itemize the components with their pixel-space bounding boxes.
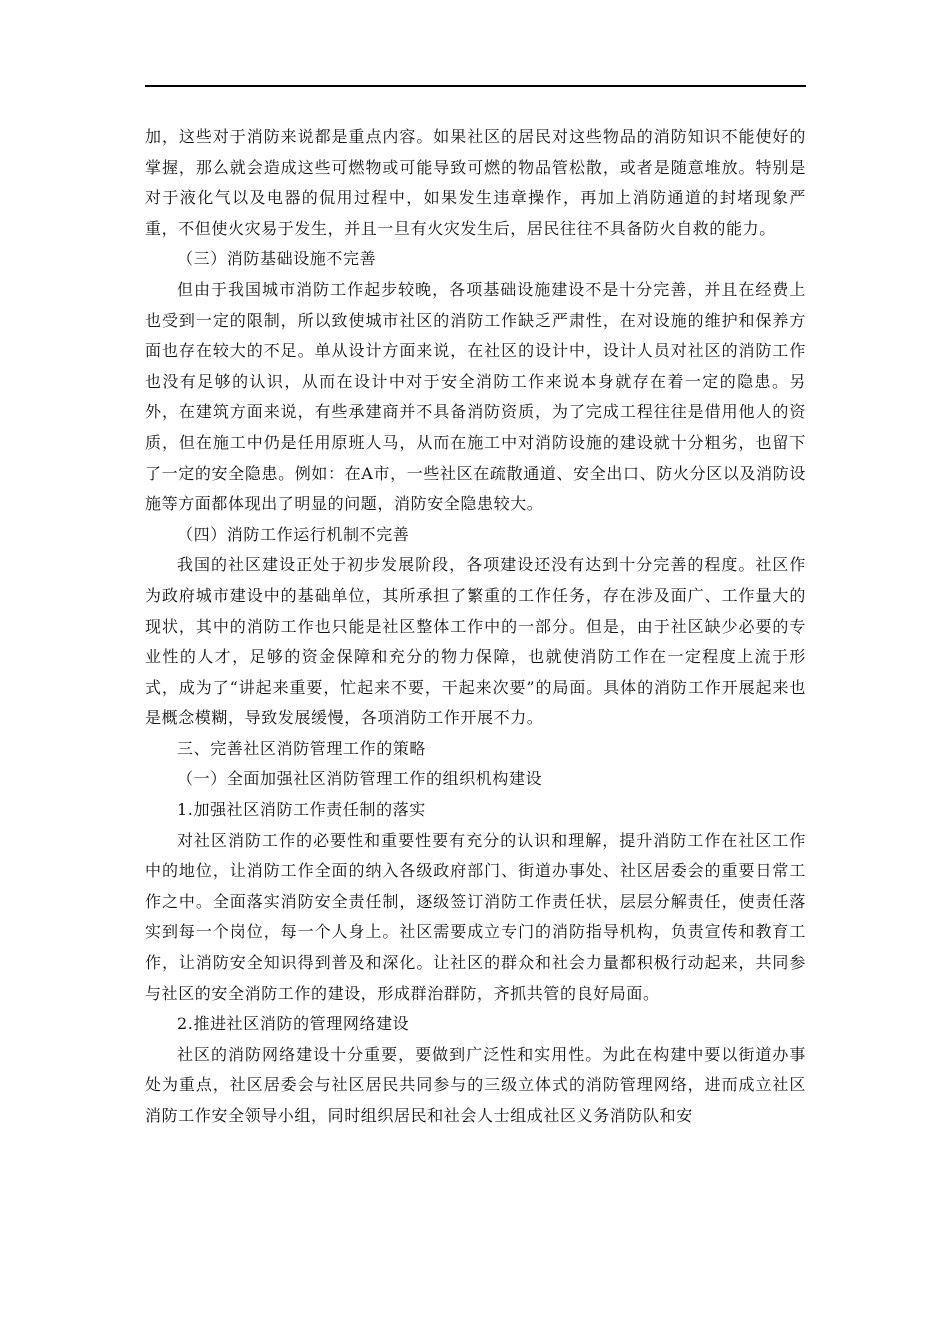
paragraph-responsibility: 对社区消防工作的必要性和重要性要有充分的认识和理解，提升消防工作在社区工作中的地位，让消防工作全面的纳入各级政府部门、街道办事处、社区居委会的重要日常工作之中。全面落实消防安全责任制，逐级签订消防工作责任状，层层分解责任，使责任落实到每一个岗位，每一个人身上。社区需要成立专门的消防指导机构，负责宣传和教育工作，让消防安全知识得到普及和深化。让社区的群众和社会力量都积极行动起来，共同参与社区的安全消防工作的建设，形成群治群防，齐抓共管的良好局面。 (145, 830, 806, 1003)
paragraph-mechanism: 我国的社区建设正处于初步发展阶段，各项建设还没有达到十分完善的程度。社区作为政府城市建设中的基础单位，其所承担了繁重的工作任务，存在涉及面广、工作量大的现状，其中的消防工作也只能是社区整体工作中的一部分。但是，由于社区缺少必要的专业性的人才，足够的资金保障和充分的物力保障，也就使消防工作在一定程度上流于形式，成为了“讲起来重要，忙起来不要，干起来次要”的局面。具体的消防工作开展起来也是概念模糊，导致发展缓慢，各项消防工作开展不力。 (145, 555, 806, 728)
section-heading-3: （三）消防基础设施不完善 (177, 249, 377, 269)
subsection-heading-network: 2.推进社区消防的管理网络建设 (177, 1014, 410, 1034)
section-heading-organization: （一）全面加强社区消防管理工作的组织机构建设 (177, 769, 543, 789)
section-heading-4: （四）消防工作运行机制不完善 (177, 524, 410, 544)
chapter-heading-strategy: 三、完善社区消防管理工作的策略 (177, 738, 427, 758)
document-body (145, 122, 806, 1132)
subsection-heading-responsibility: 1.加强社区消防工作责任制的落实 (177, 800, 426, 820)
paragraph-infrastructure: 但由于我国城市消防工作起步较晚，各项基础设施建设不是十分完善，并且在经费上也受到一定的限制，所以致使城市社区的消防工作缺乏严肃性，在对设施的维护和保养方面也存在较大的不足。单从设计方面来说，在社区的设计中，设计人员对社区的消防工作也没有足够的认识，从而在设计中对于安全消防工作来说本身就存在着一定的隐患。另外，在建筑方面来说，有些承建商并不具备消防资质，为了完成工程往往是借用他人的资质，但在施工中仍是任用原班人马，从而在施工中对消防设施的建设就十分粗劣，也留下了一定的安全隐患。例如：在A市，一些社区在疏散通道、安全出口、防火分区以及消防设施等方面都体现出了明显的问题，消防安全隐患较大。 (145, 279, 806, 514)
header-rule (145, 85, 806, 87)
paragraph-continuation: 加，这些对于消防来说都是重点内容。如果社区的居民对这些物品的消防知识不能使好的掌握，那么就会造成这些可燃物或可能导致可燃的物品管松散，或者是随意堆放。特别是对于液化气以及电器的侃用过程中，如果发生违章操作，再加上消防通道的封堵现象严重，不但使火灾易于发生，并且一旦有火灾发生后，居民往往不具备防火自救的能力。 (145, 127, 806, 238)
paragraph-network: 社区的消防网络建设十分重要，要做到广泛性和实用性。为此在构建中要以街道办事处为重点，社区居委会与社区居民共同参与的三级立体式的消防管理网络，进而成立社区消防工作安全领导小组，同时组织居民和社会人士组成社区义务消防队和安 (145, 1044, 806, 1125)
